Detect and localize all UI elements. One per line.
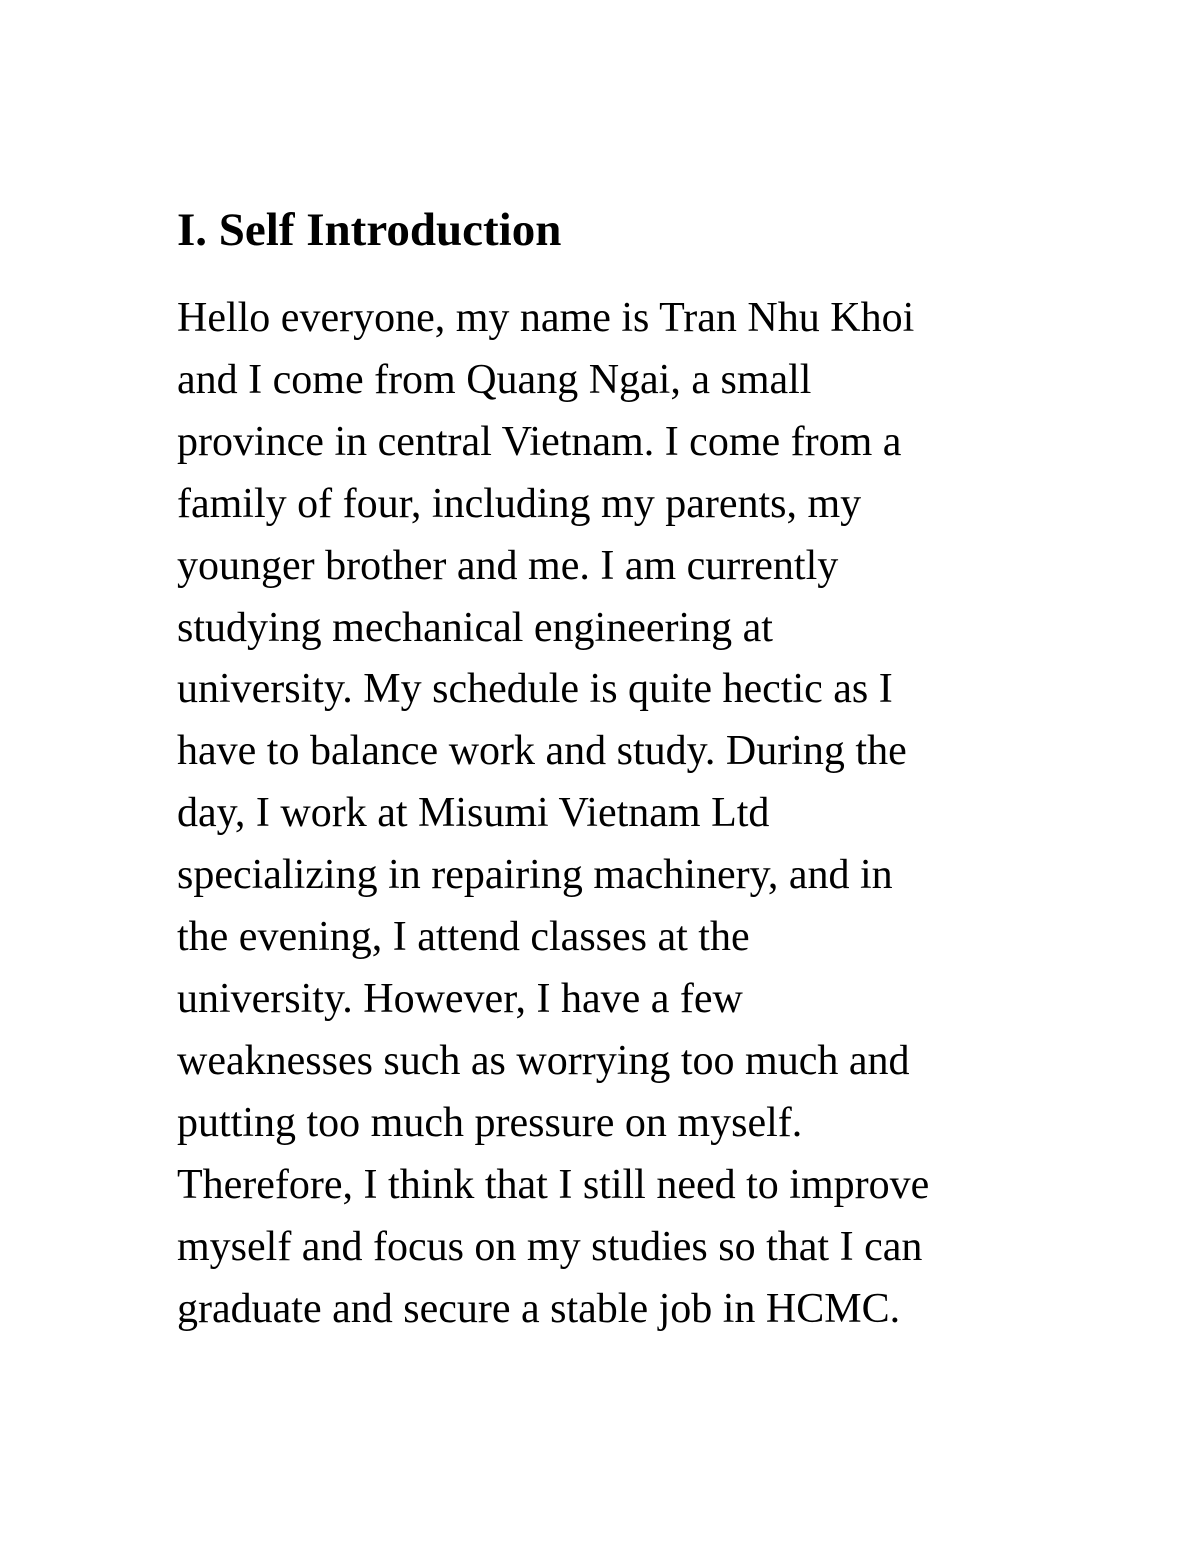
paragraph-line: province in central Vietnam. I come from a xyxy=(177,418,902,465)
paragraph-line: Therefore, I think that I still need to improve xyxy=(177,1161,930,1208)
paragraph-line: family of four, including my parents, my xyxy=(177,480,862,527)
paragraph-line: and I come from Quang Ngai, a small xyxy=(177,356,812,403)
paragraph-line: day, I work at Misumi Vietnam Ltd xyxy=(177,790,770,837)
paragraph-line: younger brother and me. I am currently xyxy=(177,542,839,589)
paragraph-line: the evening, I attend classes at the xyxy=(177,914,750,961)
paragraph-line: have to balance work and study. During the xyxy=(177,728,907,775)
paragraph-line: Hello everyone, my name is Tran Nhu Khoi xyxy=(177,295,915,341)
paragraph-line: myself and focus on my studies so that I can xyxy=(177,1223,923,1270)
paragraph-line: specializing in repairing machinery, and in xyxy=(177,852,893,899)
paragraph-line: studying mechanical engineering at xyxy=(177,604,773,651)
paragraph-line: university. However, I have a few xyxy=(177,975,743,1022)
paragraph-line: graduate and secure a stable job in HCMC. xyxy=(177,1285,901,1332)
paragraph-line: putting too much pressure on myself. xyxy=(177,1099,803,1146)
section-heading: I. Self Introduction xyxy=(177,204,562,256)
paragraph-line: university. My schedule is quite hectic as I xyxy=(177,666,893,713)
paragraph-line: weaknesses such as worrying too much and xyxy=(177,1037,910,1084)
body-paragraph xyxy=(177,288,1077,1340)
